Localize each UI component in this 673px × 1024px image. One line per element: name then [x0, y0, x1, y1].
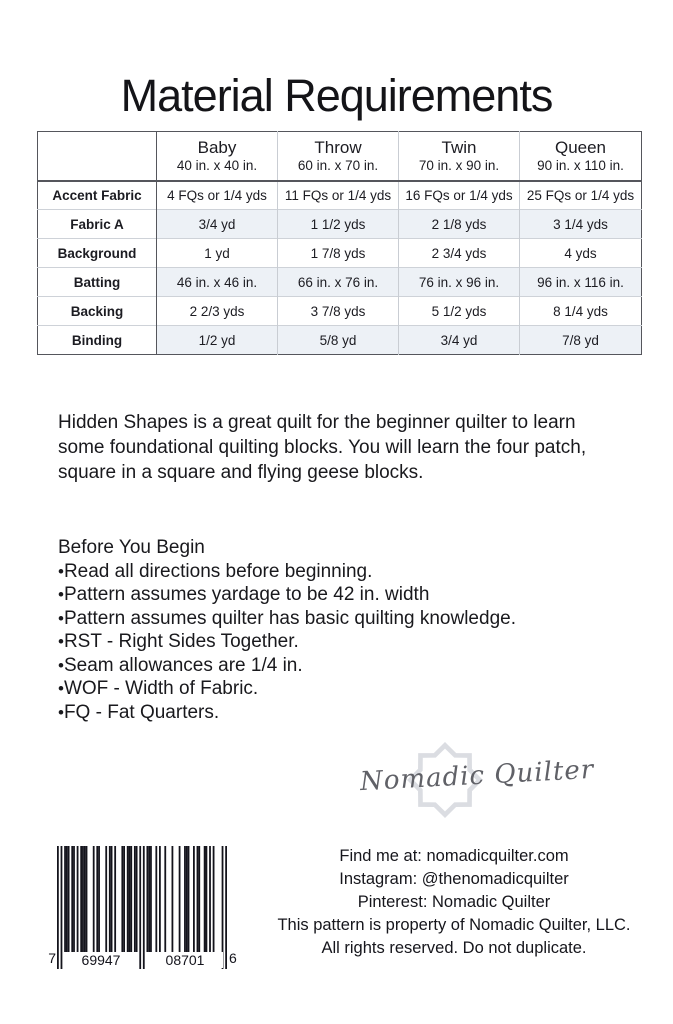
column-name: Queen	[554, 137, 607, 157]
column-header-queen	[520, 132, 642, 181]
before-you-begin-heading: Before You Begin	[58, 537, 205, 558]
table-cell: 66 in. x 76 in.	[278, 268, 399, 297]
list-item: • Pattern assumes quilter has basic quilting knowledge.	[58, 607, 628, 631]
table-cell: 2 1/8 yds	[399, 210, 520, 239]
column-dims: 90 in. x 110 in.	[537, 157, 624, 173]
table-cell: 25 FQs or 1/4 yds	[520, 181, 642, 210]
list-item: • Read all directions before beginning.	[58, 560, 628, 584]
barcode-digit: 6	[229, 950, 237, 966]
footer-contact-block	[258, 845, 650, 960]
footer-line-copyright: This pattern is property of Nomadic Quilter, LLC.	[277, 916, 631, 934]
nomadic-quilter-logo	[352, 718, 595, 843]
page-title: Material Requirements	[120, 70, 553, 122]
table-cell: 7/8 yd	[520, 326, 642, 355]
table-row-backing	[38, 297, 642, 326]
table-row-binding	[38, 326, 642, 355]
row-label: Backing	[38, 297, 157, 326]
footer-line-pinterest: Pinterest: Nomadic Quilter	[357, 893, 551, 911]
column-dims: 60 in. x 70 in.	[297, 157, 379, 173]
footer-line-website: Find me at: nomadicquilter.com	[339, 847, 569, 865]
table-cell: 96 in. x 116 in.	[520, 268, 642, 297]
pattern-description: Hidden Shapes is a great quilt for the beginner quilter to learn some foundational quilting blocks. You will learn the four patch, square in a square and flying geese blocks.	[58, 412, 587, 483]
upc-barcode	[46, 846, 242, 974]
table-cell: 2 3/4 yds	[399, 239, 520, 268]
table-cell: 1/2 yd	[157, 326, 278, 355]
table-cell: 3 7/8 yds	[278, 297, 399, 326]
barcode-bars	[57, 846, 227, 969]
column-name: Baby	[197, 137, 237, 157]
table-cell: 11 FQs or 1/4 yds	[278, 181, 399, 210]
barcode-digit: 7	[48, 950, 56, 966]
column-dims: 40 in. x 40 in.	[176, 157, 258, 173]
table-cell: 3/4 yd	[399, 326, 520, 355]
list-item: • WOF - Width of Fabric.	[58, 677, 628, 701]
table-cell: 1 yd	[204, 245, 230, 261]
row-label: Accent Fabric	[38, 181, 157, 210]
table-header-row	[38, 132, 642, 181]
barcode-digits-group: 69947	[63, 952, 139, 968]
list-item: • RST - Right Sides Together.	[58, 630, 628, 654]
column-name: Twin	[441, 137, 477, 157]
table-cell: 8 1/4 yds	[520, 297, 642, 326]
list-item: • FQ - Fat Quarters.	[58, 701, 628, 725]
table-row-accent-fabric	[38, 181, 642, 210]
table-cell: 3/4 yd	[157, 210, 278, 239]
logo-script-text: Nomadic Quilter	[359, 754, 595, 798]
column-header-baby	[157, 132, 278, 181]
row-label: Binding	[38, 326, 157, 355]
table-cell: 4 yds	[520, 239, 642, 268]
table-row-fabric-a	[38, 210, 642, 239]
table-cell: 5/8 yd	[278, 326, 399, 355]
column-name: Throw	[314, 137, 362, 157]
footer-line-instagram: Instagram: @thenomadicquilter	[339, 870, 569, 888]
table-cell: 76 in. x 96 in.	[399, 268, 520, 297]
table-cell: 2 2/3 yds	[189, 303, 245, 319]
table-corner-cell	[38, 132, 157, 181]
table-cell: 16 FQs or 1/4 yds	[399, 181, 520, 210]
column-dims: 70 in. x 90 in.	[418, 157, 500, 173]
table-cell: 1 1/2 yds	[278, 210, 399, 239]
column-header-throw	[278, 132, 399, 181]
material-requirements-table	[37, 131, 642, 355]
barcode-digits-group: 08701	[147, 952, 223, 968]
table-cell: 3 1/4 yds	[520, 210, 642, 239]
table-cell: 46 in. x 46 in.	[157, 268, 278, 297]
row-label: Background	[38, 239, 157, 268]
row-label: Batting	[38, 268, 157, 297]
list-item: • Pattern assumes yardage to be 42 in. width	[58, 583, 628, 607]
row-label: Fabric A	[38, 210, 157, 239]
table-row-batting	[38, 268, 642, 297]
list-item: • Seam allowances are 1/4 in.	[58, 654, 628, 678]
table-row-background	[38, 239, 642, 268]
table-cell: 4 FQs or 1/4 yds	[167, 187, 267, 203]
before-you-begin-list	[58, 560, 628, 725]
before-you-begin-section	[58, 536, 628, 724]
table-cell: 1 7/8 yds	[278, 239, 399, 268]
footer-line-rights: All rights reserved. Do not duplicate.	[321, 939, 587, 957]
column-header-twin	[399, 132, 520, 181]
table-cell: 5 1/2 yds	[399, 297, 520, 326]
